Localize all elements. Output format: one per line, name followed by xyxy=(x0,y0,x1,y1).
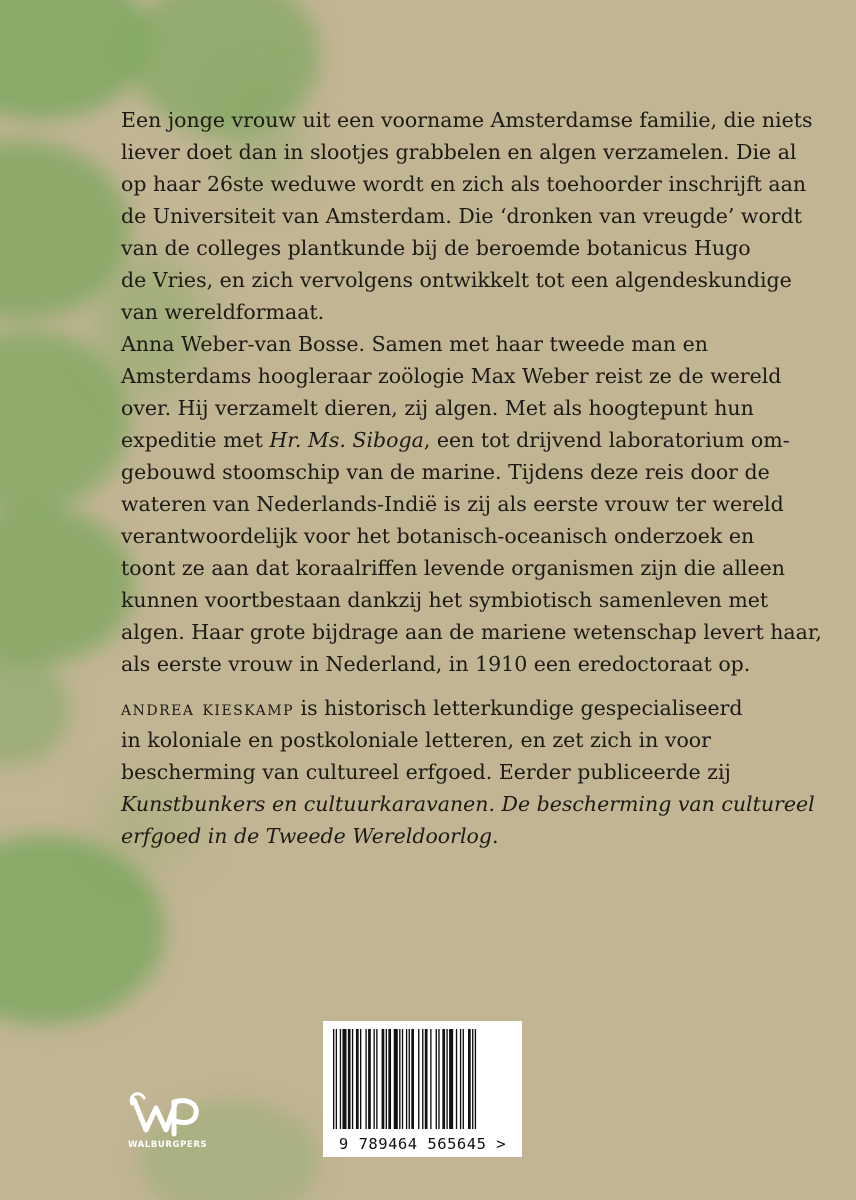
description-line: als eerste vrouw in Nederland, in 1910 een eredoctoraat op. xyxy=(121,652,751,676)
barcode-bar xyxy=(365,1029,366,1129)
barcode-bar xyxy=(348,1029,351,1129)
previous-book-title-cont: erfgoed in de Tweede Wereldoorlog xyxy=(121,824,492,848)
barcode-bar xyxy=(463,1029,464,1129)
description-line: kunnen voortbestaan dankzij het symbiotisch samenleven met xyxy=(121,588,769,612)
description-line: de Vries, en zich vervolgens ontwikkelt tot een algendeskundige xyxy=(121,268,792,292)
publisher-name: WALBURGPERS xyxy=(128,1140,208,1150)
barcode-bar xyxy=(368,1029,371,1129)
line-prefix: expeditie met xyxy=(121,428,270,452)
barcode-bar xyxy=(422,1029,423,1129)
barcode-bar xyxy=(460,1029,461,1129)
barcode-bar xyxy=(425,1029,428,1129)
bio-text: is historisch letterkundige gespecialiseerd xyxy=(294,696,743,720)
description-line: toont ze aan dat koraalriffen levende organismen zijn die alleen xyxy=(121,556,785,580)
bio-period: . xyxy=(491,824,499,848)
barcode-bar xyxy=(475,1029,476,1129)
isbn-barcode xyxy=(323,1021,522,1157)
description-line: Een jonge vrouw uit een voorname Amsterdamse familie, die niets xyxy=(121,108,813,132)
barcode-bar xyxy=(394,1029,398,1129)
barcode-bar xyxy=(449,1029,453,1129)
barcode-bar xyxy=(409,1029,410,1129)
description-line: op haar 26ste weduwe wordt en zich als toehoorder inschrijft aan xyxy=(121,172,807,196)
barcode-bar xyxy=(388,1029,391,1129)
barcode-bar xyxy=(360,1029,361,1129)
bio-line xyxy=(121,692,761,724)
barcode-bar xyxy=(342,1029,346,1129)
barcode-bar xyxy=(442,1029,445,1129)
description-line: Anna Weber-van Bosse. Samen met haar tweede man en xyxy=(121,332,708,356)
barcode-bar xyxy=(468,1029,471,1129)
barcode-bar xyxy=(336,1029,337,1129)
barcode-bar xyxy=(402,1029,403,1129)
bio-line: in koloniale en postkoloniale letteren, en zet zich in voor xyxy=(121,728,711,752)
bio-line xyxy=(121,820,761,852)
isbn-digits: 9 789464 565645 > xyxy=(338,1135,507,1153)
bio-line xyxy=(121,788,815,820)
barcode-bar xyxy=(352,1029,353,1129)
barcode-bar xyxy=(333,1029,334,1129)
description-line: verantwoordelijk voor het botanisch-oceanisch onderzoek en xyxy=(121,524,755,548)
bio-line: bescherming van cultureel erfgoed. Eerder publiceerde zij xyxy=(121,760,731,784)
author-bio xyxy=(121,692,815,852)
barcode-bar xyxy=(418,1029,419,1129)
barcode-bar xyxy=(411,1029,414,1129)
description-line: van de colleges plantkunde bij de beroemde botanicus Hugo xyxy=(121,236,751,260)
description-line: Amsterdams hoogleraar zoölogie Max Weber reist ze de wereld xyxy=(121,364,782,388)
barcode-bar xyxy=(386,1029,387,1129)
barcode-bar xyxy=(438,1029,439,1129)
barcode-bar xyxy=(399,1029,400,1129)
barcode-bar xyxy=(356,1029,359,1129)
book-description xyxy=(121,104,822,680)
barcode-bar xyxy=(472,1029,473,1129)
barcode-bar xyxy=(446,1029,447,1129)
barcode-bar xyxy=(376,1029,377,1129)
description-line: wateren van Nederlands-Indië is zij als eerste vrouw ter wereld xyxy=(121,492,784,516)
barcode-bar xyxy=(340,1029,341,1129)
previous-book-title: Kunstbunkers en cultuurkaravanen. De bescherming van cultureel xyxy=(121,792,815,816)
barcode-bar xyxy=(436,1029,437,1129)
barcode-bar xyxy=(374,1029,375,1129)
author-name: andrea kieskamp xyxy=(121,696,295,720)
line-suffix: , een tot drijvend laboratorium om- xyxy=(423,428,790,452)
description-line: algen. Haar grote bijdrage aan de mariene wetenschap levert haar, xyxy=(121,620,822,644)
barcode-bar xyxy=(430,1029,431,1129)
description-line: gebouwd stoomschip van de marine. Tijdens deze reis door de xyxy=(121,460,770,484)
description-line: de Universiteit van Amsterdam. Die ‘dronken van vreugde’ wordt xyxy=(121,204,802,228)
description-line xyxy=(121,424,790,456)
ship-name: Hr. Ms. Siboga xyxy=(269,428,424,452)
description-line: van wereldformaat. xyxy=(121,300,325,324)
barcode-bar xyxy=(406,1029,407,1129)
description-line: over. Hij verzamelt dieren, zij algen. Met als hoogtepunt hun xyxy=(121,396,754,420)
barcode-bar xyxy=(382,1029,385,1129)
description-line: liever doet dan in slootjes grabbelen en algen verzamelen. Die al xyxy=(121,140,797,164)
barcode-bar xyxy=(456,1029,457,1129)
